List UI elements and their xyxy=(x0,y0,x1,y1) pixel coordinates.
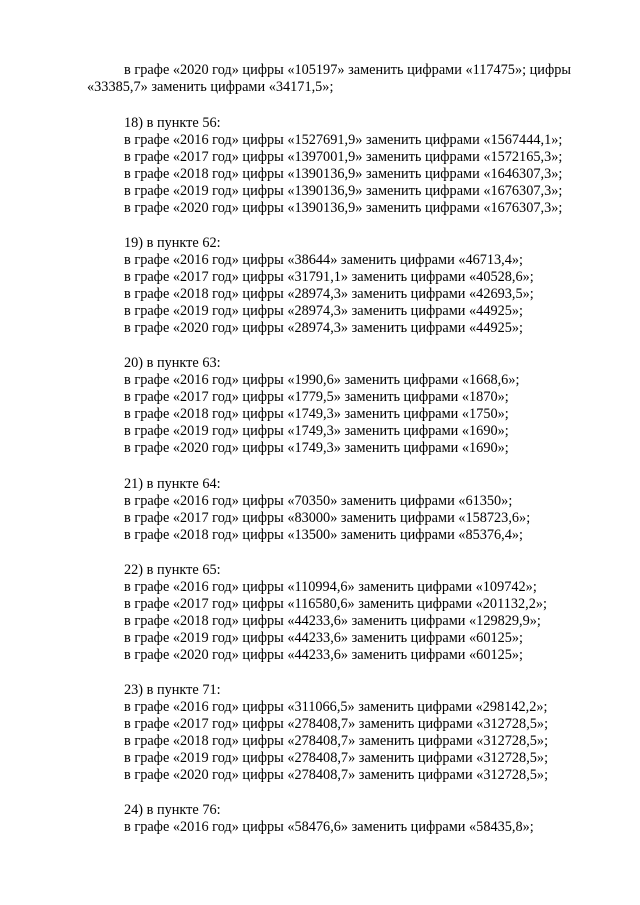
amendment-line: в графе «2016 год» цифры «311066,5» заменить цифрами «298142,2»; xyxy=(124,699,548,715)
section-heading: 22) в пункте 65: xyxy=(124,562,221,578)
amendment-line: в графе «2018 год» цифры «13500» заменить цифрами «85376,4»; xyxy=(124,527,524,543)
section-heading: 21) в пункте 64: xyxy=(124,476,221,492)
amendment-line: в графе «2019 год» цифры «28974,3» заменить цифрами «44925»; xyxy=(124,303,524,319)
amendment-line: в графе «2018 год» цифры «1749,3» заменить цифрами «1750»; xyxy=(124,406,509,422)
amendment-line: в графе «2018 год» цифры «278408,7» заменить цифрами «312728,5»; xyxy=(124,733,549,749)
amendment-line: в графе «2017 год» цифры «31791,1» заменить цифрами «40528,6»; xyxy=(124,269,534,285)
amendment-line: в графе «2018 год» цифры «1390136,9» заменить цифрами «1646307,3»; xyxy=(124,166,563,182)
section-heading: 24) в пункте 76: xyxy=(124,802,221,818)
paragraph-line: «33385,7» заменить цифрами «34171,5»; xyxy=(87,79,334,95)
amendment-line: в графе «2020 год» цифры «1749,3» заменить цифрами «1690»; xyxy=(124,440,509,456)
amendment-line: в графе «2016 год» цифры «58476,6» заменить цифрами «58435,8»; xyxy=(124,819,534,835)
amendment-line: в графе «2016 год» цифры «110994,6» заменить цифрами «109742»; xyxy=(124,579,537,595)
amendment-line: в графе «2020 год» цифры «28974,3» заменить цифрами «44925»; xyxy=(124,320,524,336)
amendment-line: в графе «2019 год» цифры «1749,3» заменить цифрами «1690»; xyxy=(124,423,509,439)
section-heading: 18) в пункте 56: xyxy=(124,115,221,131)
amendment-line: в графе «2019 год» цифры «44233,6» заменить цифрами «60125»; xyxy=(124,630,524,646)
amendment-line: в графе «2017 год» цифры «1397001,9» заменить цифрами «1572165,3»; xyxy=(124,149,563,165)
amendment-line: в графе «2017 год» цифры «278408,7» заменить цифрами «312728,5»; xyxy=(124,716,549,732)
amendment-line: в графе «2016 год» цифры «38644» заменить цифрами «46713,4»; xyxy=(124,252,524,268)
amendment-line: в графе «2018 год» цифры «28974,3» заменить цифрами «42693,5»; xyxy=(124,286,534,302)
amendment-line: в графе «2016 год» цифры «1990,6» заменить цифрами «1668,6»; xyxy=(124,372,520,388)
amendment-line: в графе «2017 год» цифры «116580,6» заменить цифрами «201132,2»; xyxy=(124,596,547,612)
amendment-line: в графе «2018 год» цифры «44233,6» заменить цифрами «129829,9»; xyxy=(124,613,541,629)
section-heading: 20) в пункте 63: xyxy=(124,355,221,371)
amendment-line: в графе «2019 год» цифры «1390136,9» заменить цифрами «1676307,3»; xyxy=(124,183,563,199)
amendment-line: в графе «2020 год» цифры «1390136,9» заменить цифрами «1676307,3»; xyxy=(124,200,563,216)
paragraph-line: в графе «2020 год» цифры «105197» заменить цифрами «117475»; цифры xyxy=(124,62,571,78)
amendment-line: в графе «2016 год» цифры «1527691,9» заменить цифрами «1567444,1»; xyxy=(124,132,563,148)
section-heading: 19) в пункте 62: xyxy=(124,235,221,251)
amendment-line: в графе «2017 год» цифры «1779,5» заменить цифрами «1870»; xyxy=(124,389,509,405)
amendment-line: в графе «2017 год» цифры «83000» заменить цифрами «158723,6»; xyxy=(124,510,531,526)
section-heading: 23) в пункте 71: xyxy=(124,682,221,698)
amendment-line: в графе «2016 год» цифры «70350» заменить цифрами «61350»; xyxy=(124,493,513,509)
amendment-line: в графе «2020 год» цифры «44233,6» заменить цифрами «60125»; xyxy=(124,647,524,663)
amendment-line: в графе «2019 год» цифры «278408,7» заменить цифрами «312728,5»; xyxy=(124,750,549,766)
amendment-line: в графе «2020 год» цифры «278408,7» заменить цифрами «312728,5»; xyxy=(124,767,549,783)
